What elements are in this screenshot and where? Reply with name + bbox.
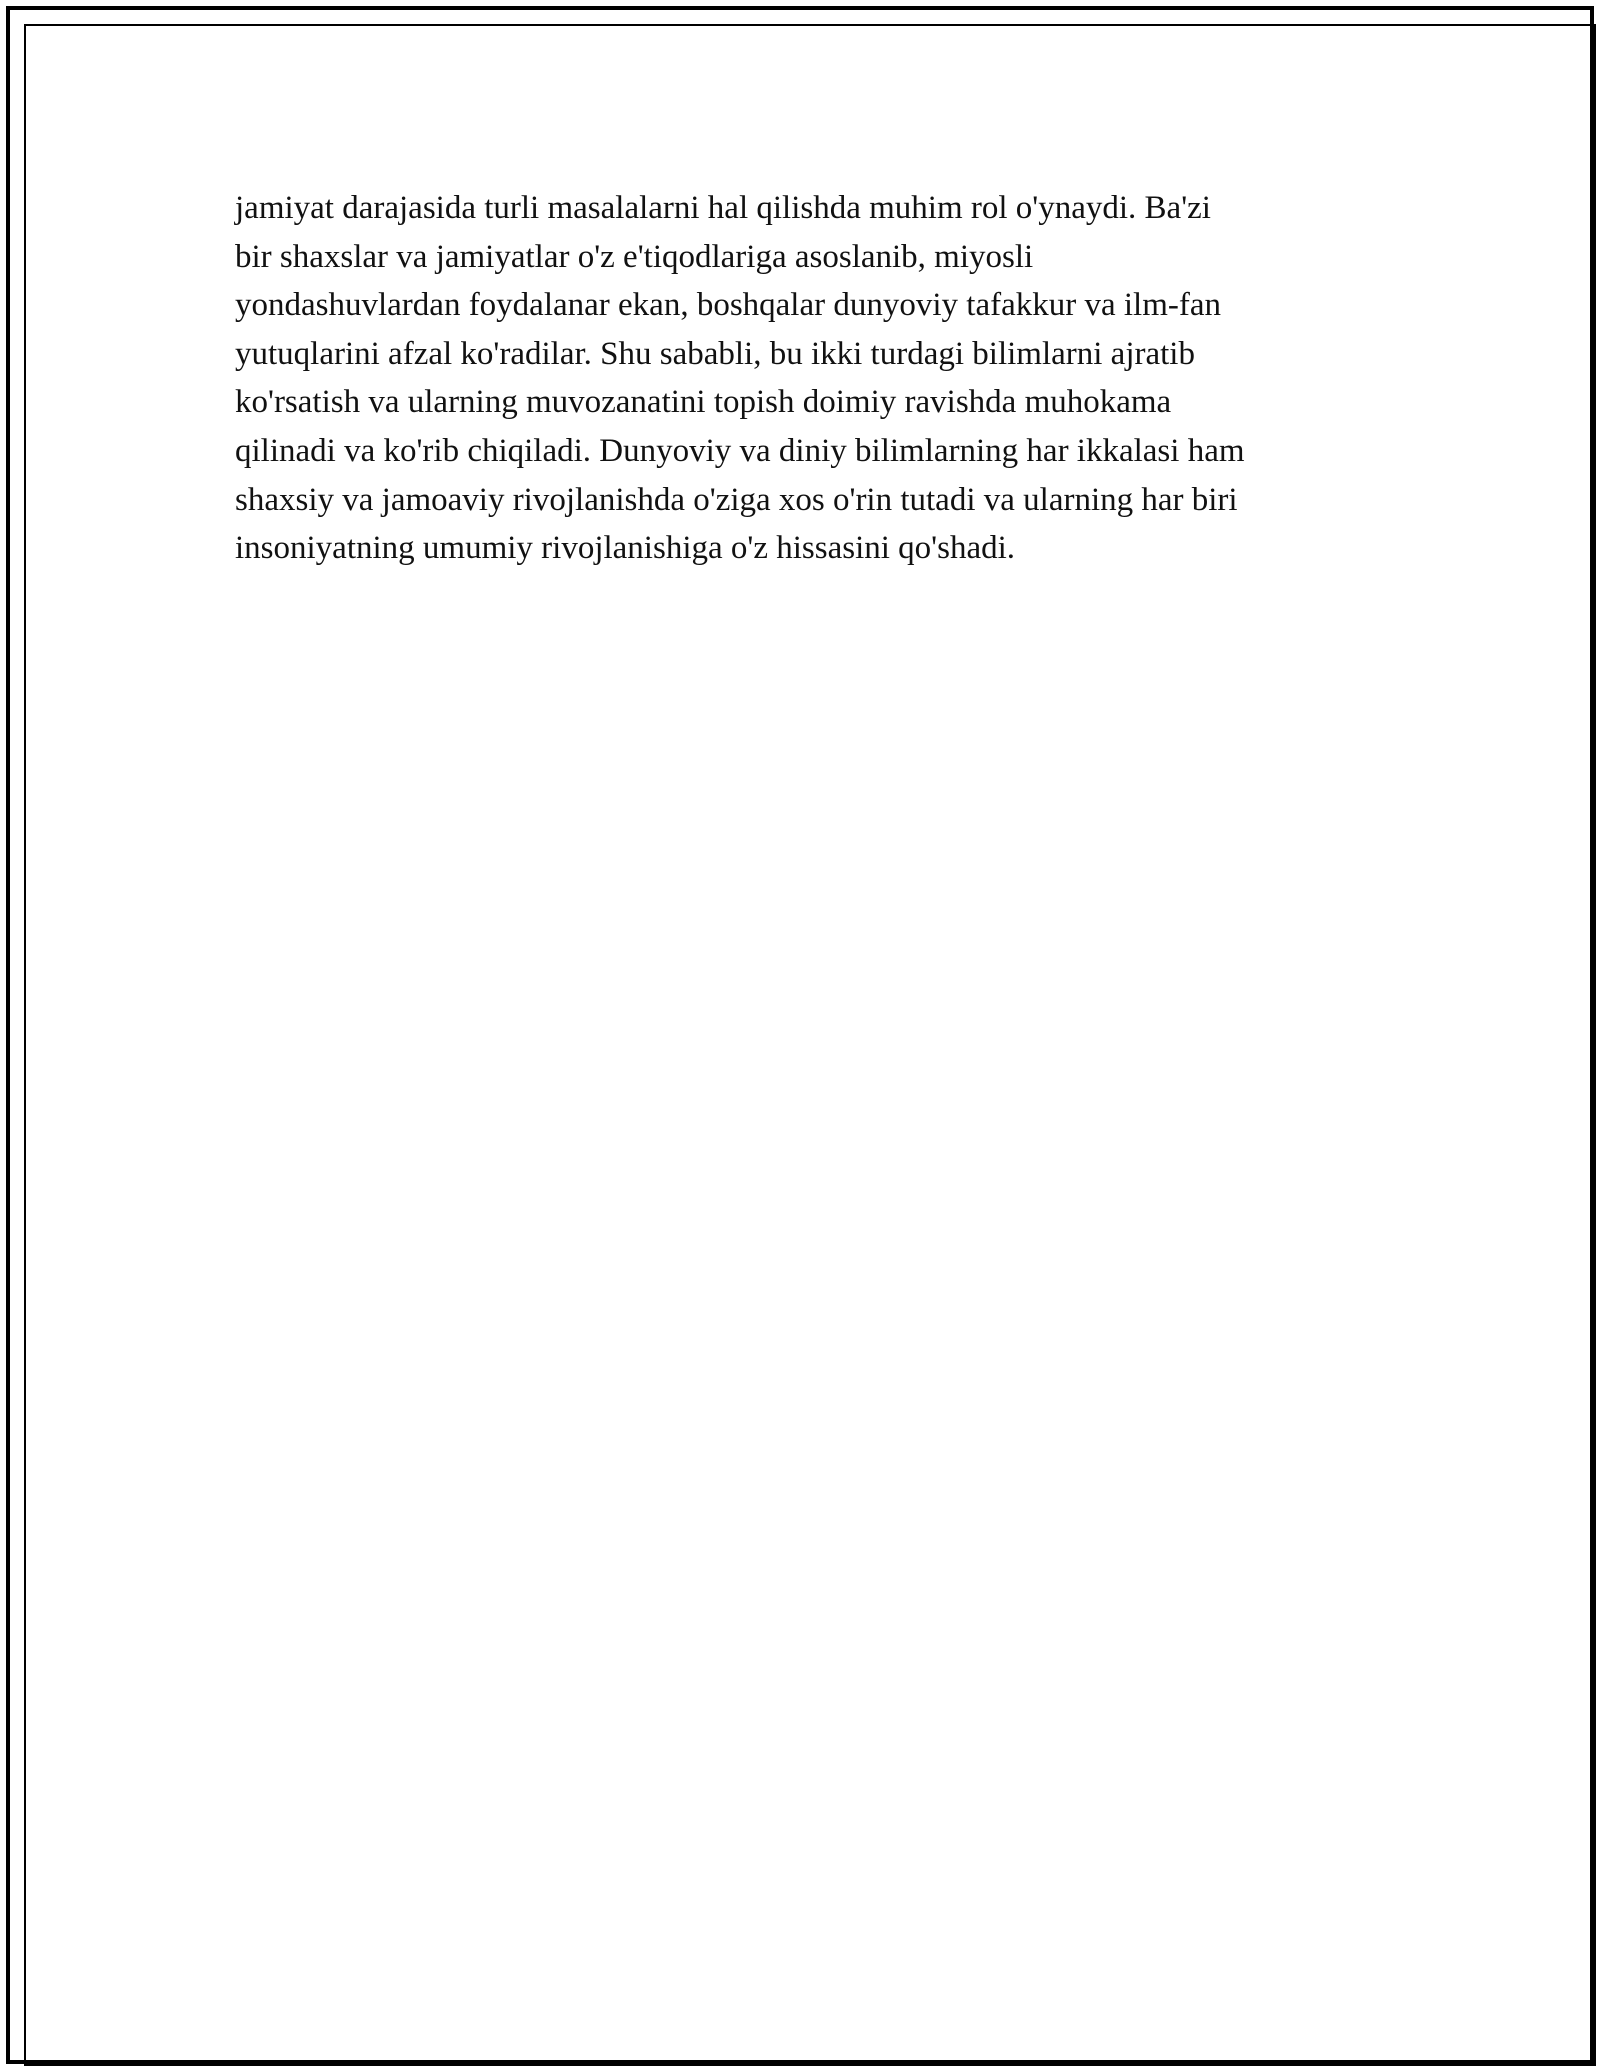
paragraph-line: shaxsiy va jamoaviy rivojlanishda o'ziga xos o'rin tutadi va ularning har biri — [235, 481, 1238, 518]
paragraph-line: insoniyatning umumiy rivojlanishiga o'z hissasini qo'shadi. — [235, 530, 1016, 567]
paragraph-line: yutuqlarini afzal ko'radilar. Shu sababli, bu ikki turdagi bilimlarni ajratib — [235, 335, 1195, 372]
body-paragraph — [235, 184, 1385, 573]
paragraph-line: yondashuvlardan foydalanar ekan, boshqalar dunyoviy tafakkur va ilm-fan — [235, 287, 1222, 324]
paragraph-line: bir shaxslar va jamiyatlar o'z e'tiqodlariga asoslanib, miyosli — [235, 238, 1034, 275]
paragraph-line: ko'rsatish va ularning muvozanatini topish doimiy ravishda muhokama — [235, 384, 1172, 421]
paragraph-line: jamiyat darajasida turli masalalarni hal qilishda muhim rol o'ynaydi. Ba'zi — [235, 190, 1211, 226]
paragraph-line: qilinadi va ko'rib chiqiladi. Dunyoviy va diniy bilimlarning har ikkalasi ham — [235, 432, 1245, 469]
